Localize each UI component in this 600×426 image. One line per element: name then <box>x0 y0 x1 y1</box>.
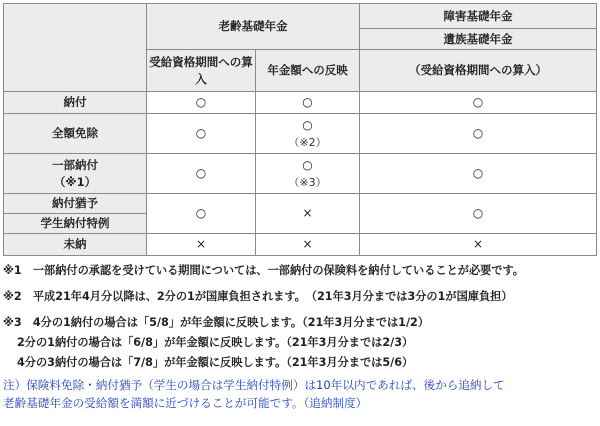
header-disability: 障害基礎年金 <box>360 4 597 29</box>
note-3-line-3: 4分の3納付の場合は「7/8」が年金額に反映します。（21年3月分までは5/6） <box>17 356 414 369</box>
reflection-note: （※2） <box>288 135 327 149</box>
cell-other: ○ <box>360 114 597 154</box>
row-label-main: 一部納付 <box>52 157 98 172</box>
cell-eligibility: × <box>147 234 256 256</box>
cell-other: ○ <box>360 154 597 194</box>
row-label: 未納 <box>4 234 147 256</box>
cell-reflection <box>256 154 360 194</box>
row-label: 全額免除 <box>4 114 147 154</box>
header-old-age: 老齢基礎年金 <box>147 4 360 50</box>
row-label <box>4 194 147 234</box>
table-row <box>4 154 597 194</box>
header-survivors: 遺族基礎年金 <box>360 29 597 50</box>
note-3: ※3 4分の1納付の場合は「5/8」が年金額に反映します。（21年3月分までは1/2） <box>3 316 430 329</box>
note-3-line-2: 2分の1納付の場合は「6/8」が年金額に反映します。（21年3月分までは2/3） <box>17 336 414 349</box>
subheader-reflection: 年金額への反映 <box>256 50 360 92</box>
note-1: ※1 一部納付の承認を受けている期間については、一部納付の保険料を納付していることが必要です。 <box>3 264 524 277</box>
cell-eligibility: ○ <box>147 154 256 194</box>
footer-line-2: 老齢基礎年金の受給額を満額に近づけることが可能です。（追納制度） <box>3 396 368 410</box>
table-row <box>4 114 597 154</box>
cell-eligibility: ○ <box>147 92 256 114</box>
row-label-secondary: 学生納付特例 <box>40 216 110 230</box>
cell-other: ○ <box>360 194 597 234</box>
cell-other: × <box>360 234 597 256</box>
mark: ○ <box>302 157 313 172</box>
table-row <box>4 92 597 114</box>
table-corner-cell <box>4 4 147 92</box>
table-row <box>4 234 597 256</box>
table-row <box>4 194 597 234</box>
cell-eligibility: ○ <box>147 114 256 154</box>
cell-reflection: × <box>256 194 360 234</box>
footer-line-1: 注）保険料免除・納付猶予（学生の場合は学生納付特例）は10年以内であれば、後から追納して <box>3 378 505 392</box>
reflection-note: （※3） <box>288 175 327 189</box>
subheader-eligibility-paren: （受給資格期間への算入） <box>360 50 597 92</box>
row-label: 納付 <box>4 92 147 114</box>
row-label <box>4 154 147 194</box>
cell-reflection: × <box>256 234 360 256</box>
cell-reflection: ○ <box>256 92 360 114</box>
cell-eligibility: ○ <box>147 194 256 234</box>
subheader-eligibility: 受給資格期間への算入 <box>147 50 256 92</box>
cell-other: ○ <box>360 92 597 114</box>
note-2: ※2 平成21年4月分以降は、2分の1が国庫負担されます。 （21年3月分までは3分の1が国庫負担） <box>3 290 513 303</box>
row-label-note: （※1） <box>53 174 97 189</box>
mark: ○ <box>302 117 313 132</box>
row-label-main: 納付猶予 <box>4 194 146 214</box>
cell-reflection <box>256 114 360 154</box>
pension-comparison-table <box>3 3 597 256</box>
